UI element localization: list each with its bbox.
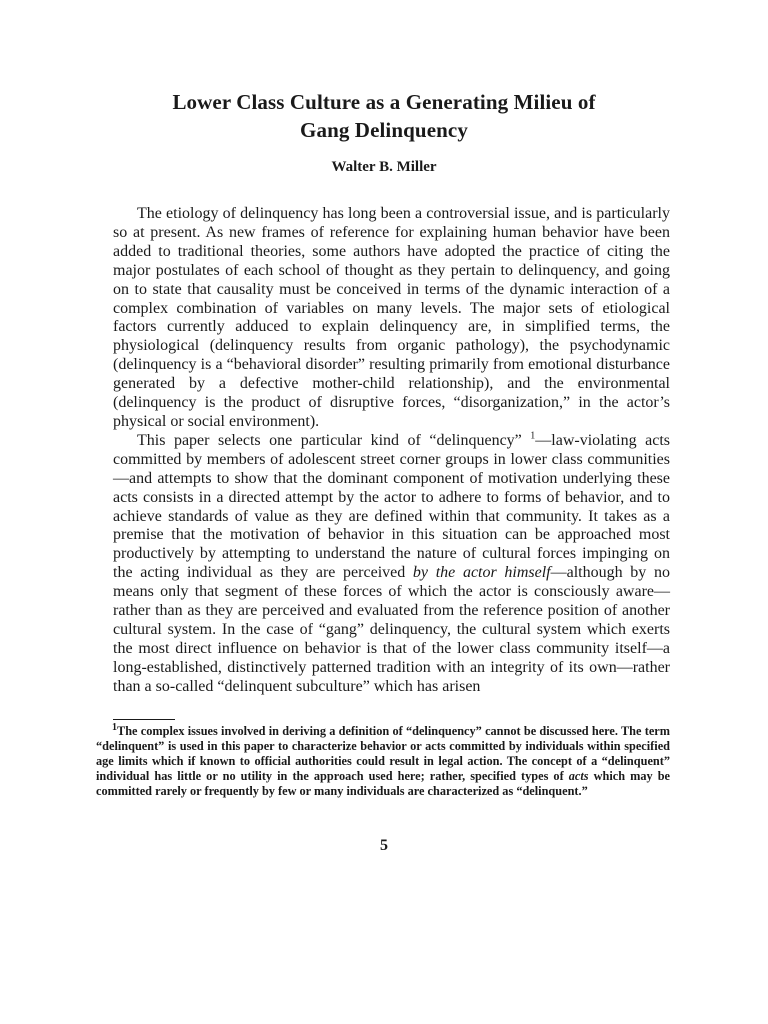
article-body [113, 205, 670, 697]
paragraph-2-text-a: —law-violating acts committed by members of adolescent street corner groups in lower class communities—and attempts to show that the dominant component of motivation underlying these acts consists in a directed attempt by the actor to adhere to forms of behavior, and to achieve standards of value as they are defined within that community. It takes as a premise that the motivation of behavior in this situation can be approached most productively by attempting to understand the nature of cultural forces impinging on the acting individual as they are perceived [113, 431, 670, 582]
footnote-divider [113, 719, 175, 720]
body-paragraph-2 [113, 432, 670, 697]
article-title [96, 88, 672, 144]
footnote-1 [96, 721, 670, 799]
article-title-line-1: Lower Class Culture as a Generating Milieu of [172, 90, 596, 114]
paragraph-2-text-b: —although by no means only that segment of these forces of which the actor is consciously aware—rather than as they are perceived and evaluated from the reference position of another cultural system. In the case of “gang” delinquency, the cultural system which exerts the most direct influence on behavior is that of the lower class community itself—a long-established, distinctively patterned tradition with an integrity of its own—rather than a so-called “delinquent subculture” which has arisen [113, 564, 670, 695]
footnote-text-a: The complex issues involved in deriving a definition of “delinquency” cannot be discussed here. The term “delinquent” is used in this paper to characterize behavior or acts committed by individuals within specified age limits which if known to official authorities could result in legal action. The concept of a “delinquent” individual has little or no utility in the approach used here; rather, specified types of [96, 724, 670, 783]
footnote-text-b: which may be committed rarely or frequently by few or many individuals are characterized as “delinquent.” [96, 769, 670, 798]
paragraph-2-start: This paper selects one particular kind of “delinquency” [137, 431, 522, 449]
footnote-marker: 1 [112, 721, 117, 733]
article-author: Walter B. Miller [331, 159, 437, 175]
paragraph-2-italic: by the actor himself [412, 564, 551, 582]
body-paragraph-1: The etiology of delinquency has long been a controversial issue, and is particularly so at present. As new frames of reference for explaining human behavior have been added to traditional theories, some authors have adopted the practice of citing the major postulates of each school of thought as they pertain to delinquency, and going on to state that causality must be conceived in terms of the dynamic interaction of a complex combination of variables on many levels. The major sets of etiological factors currently adduced to explain delinquency are, in simplified terms, the physiological (delinquency results from organic pathology), the psychodynamic (delinquency is a “behavioral disorder” resulting primarily from emotional disturbance generated by a defective mother-child relationship), and the environmental (delinquency is the product of disruptive forces, “disorganization,” in the actor’s physical or social environment). [113, 205, 670, 430]
page-number: 5 [380, 837, 388, 854]
article-title-line-2: Gang Delinquency [300, 118, 468, 142]
footnote-italic: acts [568, 769, 589, 783]
footnote-reference: 1 [530, 430, 536, 442]
